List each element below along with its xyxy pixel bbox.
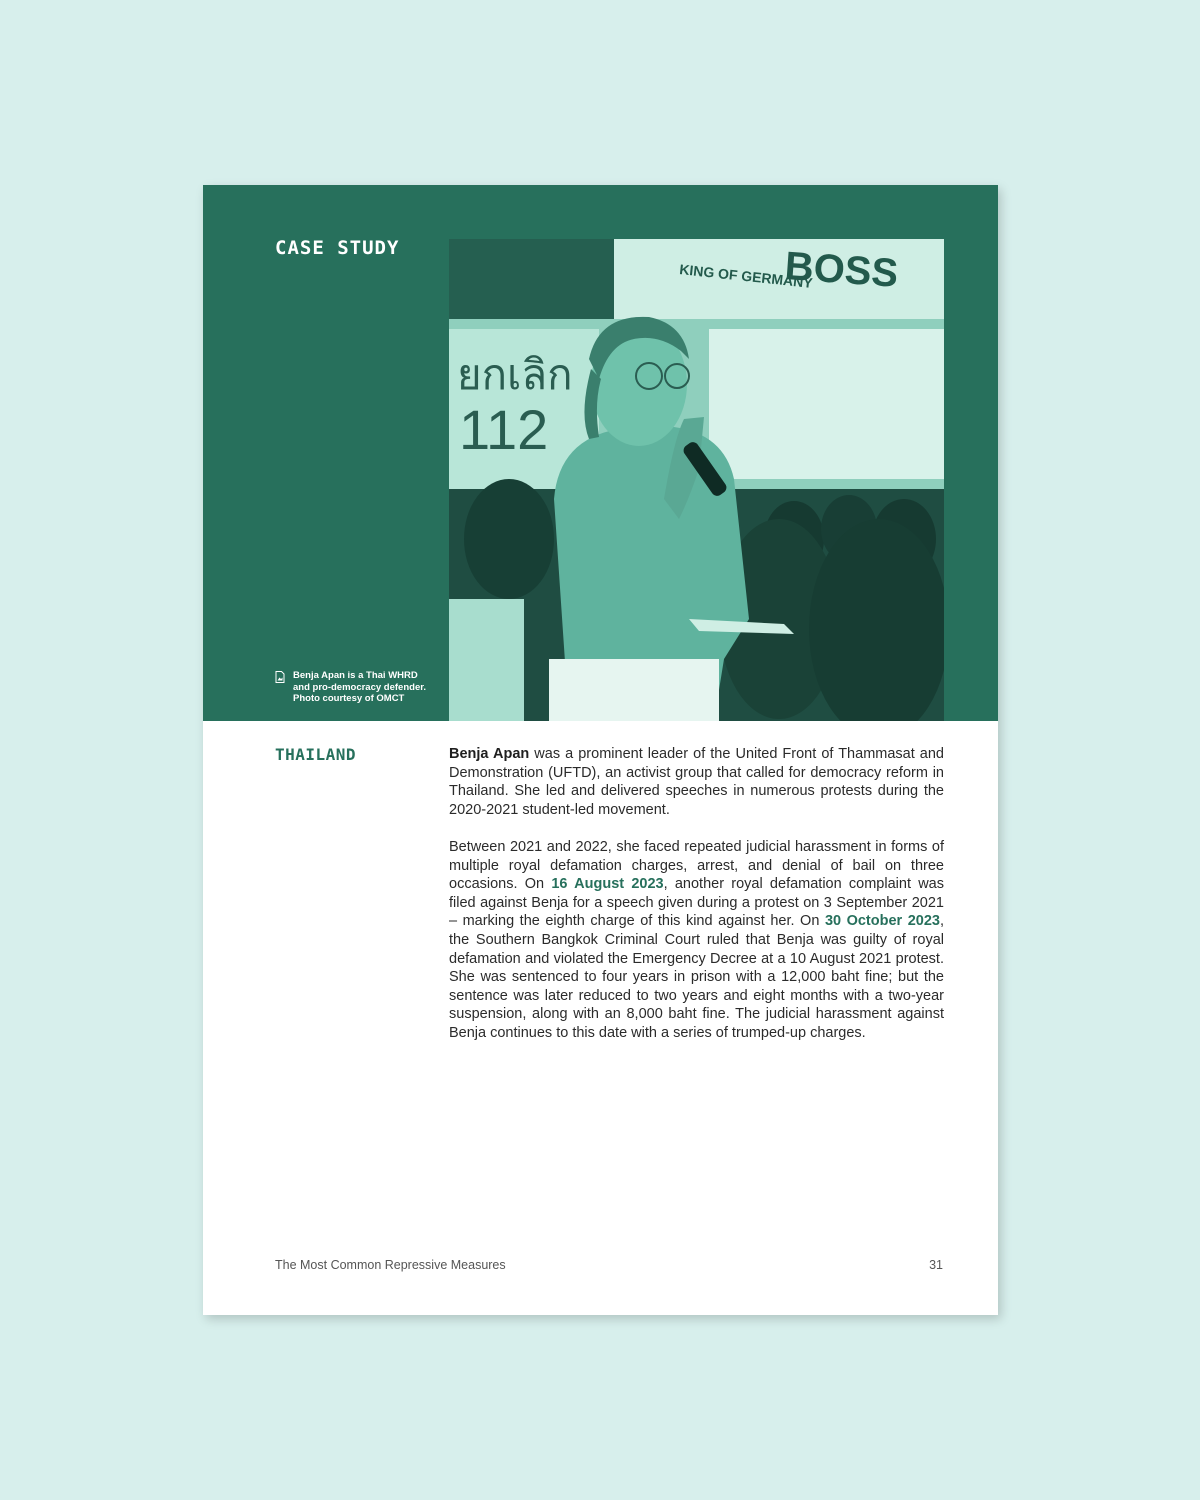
paragraph-1 <box>449 745 944 819</box>
photo-caption <box>275 670 435 705</box>
highlight-date-1: 16 August 2023 <box>551 876 664 893</box>
country-label: THAILAND <box>275 745 357 764</box>
paragraph-2-part-2: , another royal defamation complaint was filed against Benja for a speech given during a protest on 3 September 2021 – marking the eighth charge of this kind against her. On <box>449 876 944 930</box>
sign-text: BOSS <box>783 244 900 296</box>
placard-number: 112 <box>459 398 549 461</box>
highlight-date-2: 30 October 2023 <box>824 913 940 930</box>
header-band <box>203 185 998 721</box>
paragraph-2-part-1: Between 2021 and 2022, she faced repeated judicial harassment in forms of multiple royal defamation charges, arrest, and denial of bail on three occasions. On <box>449 838 944 893</box>
placard-text: ยกเลิก <box>457 350 573 399</box>
paragraph-2-part-3: , the Southern Bangkok Criminal Court ruled that Benja was guilty of royal defamation and violated the Emergency Decree at a 10 August 2021 protest. She was sentenced to four years in prison with a 12,000 baht fine; but the sentence was later reduced to two years and eight months with a two-year suspension, along with an 8,000 baht fine. The judicial harassment against Benja continues to this date with a series of trumped-up charges. <box>449 913 944 1041</box>
page-number: 31 <box>929 1258 943 1272</box>
caption-line-3: Photo courtesy of OMCT <box>293 693 405 704</box>
portrait-photo <box>449 239 944 721</box>
photo-icon <box>275 671 285 683</box>
caption-line-2: and pro-democracy defender. <box>293 681 427 693</box>
sign-subtext: KING OF GERMANY <box>678 261 814 291</box>
paragraph-1-text: was a prominent leader of the United Front of Thammasat and Demonstration (UFTD), an activist group that called for democracy reform in Thailand. She led and delivered speeches in numerous protests during the 2020-2021 student-led movement. <box>449 746 944 818</box>
paragraph-2 <box>449 838 944 1043</box>
document-page <box>203 185 998 1315</box>
caption-line-1: Benja Apan is a Thai WHRD <box>293 670 418 681</box>
person-name: Benja Apan <box>449 746 530 762</box>
footer-title: The Most Common Repressive Measures <box>275 1258 506 1272</box>
case-study-label: CASE STUDY <box>275 237 400 259</box>
article-body <box>449 745 944 1061</box>
